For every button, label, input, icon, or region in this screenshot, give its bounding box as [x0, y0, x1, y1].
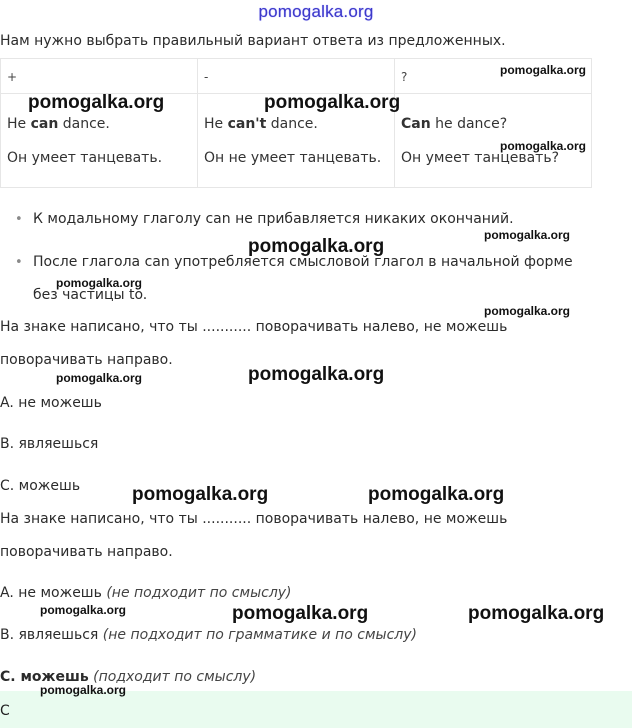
- question-1-option-a: A. не можешь: [0, 395, 102, 411]
- question-2-line2: поворачивать направо.: [0, 544, 173, 560]
- bullet-icon: •: [15, 212, 23, 227]
- table-header-positive: +: [1, 59, 198, 94]
- watermark: pomogalka.org: [40, 603, 127, 617]
- table-header-question: ?: [395, 59, 592, 94]
- option-label: B. являешься: [0, 627, 99, 643]
- example-translation: Он не умеет танцевать.: [204, 150, 382, 166]
- question-1-option-c: C. можешь: [0, 478, 81, 494]
- site-title[interactable]: pomogalka.org: [258, 2, 374, 21]
- modal-verb-table: [0, 58, 592, 188]
- watermark: pomogalka.org: [132, 484, 269, 505]
- option-label: C. можешь: [0, 669, 89, 685]
- watermark: pomogalka.org: [56, 371, 143, 385]
- rule-item-1: К модальному глаголу can не прибавляется никаких окончаний.: [33, 211, 514, 227]
- bullet-icon: •: [15, 255, 23, 270]
- watermark: pomogalka.org: [484, 304, 571, 318]
- option-note: (не подходит по грамматике и по смыслу): [102, 627, 417, 643]
- option-note: (не подходит по смыслу): [106, 585, 292, 601]
- watermark: pomogalka.org: [500, 139, 587, 153]
- watermark: pomogalka.org: [484, 228, 571, 242]
- intro-text: Нам нужно выбрать правильный вариант ответа из предложенных.: [0, 33, 506, 49]
- solution-option-b: [0, 627, 417, 643]
- rule-item-2-line1: После глагола can употребляется смысловой глагол в начальной форме: [33, 254, 573, 270]
- solution-option-a: [0, 585, 292, 601]
- watermark: pomogalka.org: [56, 276, 143, 290]
- example-translation: Он умеет танцевать.: [7, 150, 163, 166]
- watermark: pomogalka.org: [40, 683, 127, 697]
- question-1-line2: поворачивать направо.: [0, 352, 173, 368]
- watermark: pomogalka.org: [264, 92, 401, 113]
- watermark: pomogalka.org: [28, 92, 165, 113]
- example-sentence: He can't dance.: [204, 116, 318, 132]
- example-sentence: He can dance.: [7, 116, 110, 132]
- watermark: pomogalka.org: [468, 603, 605, 624]
- solution-option-c: [0, 669, 256, 685]
- table-header-negative: -: [198, 59, 395, 94]
- rule-item-2-line2: без частицы to.: [33, 287, 148, 303]
- watermark: pomogalka.org: [248, 236, 385, 257]
- question-2-line1: На знаке написано, что ты ........... поворачивать налево, не можешь: [0, 511, 508, 527]
- answer-text: C: [0, 703, 10, 719]
- example-translation: Он умеет танцевать?: [401, 150, 559, 166]
- question-1-line1: На знаке написано, что ты ........... поворачивать налево, не можешь: [0, 319, 508, 335]
- watermark: pomogalka.org: [368, 484, 505, 505]
- question-1-option-b: B. являешься: [0, 436, 99, 452]
- example-sentence: Can he dance?: [401, 116, 508, 132]
- watermark: pomogalka.org: [248, 364, 385, 385]
- option-note: (подходит по смыслу): [93, 669, 257, 685]
- watermark: pomogalka.org: [232, 603, 369, 624]
- option-label: A. не можешь: [0, 585, 102, 601]
- watermark: pomogalka.org: [500, 63, 587, 77]
